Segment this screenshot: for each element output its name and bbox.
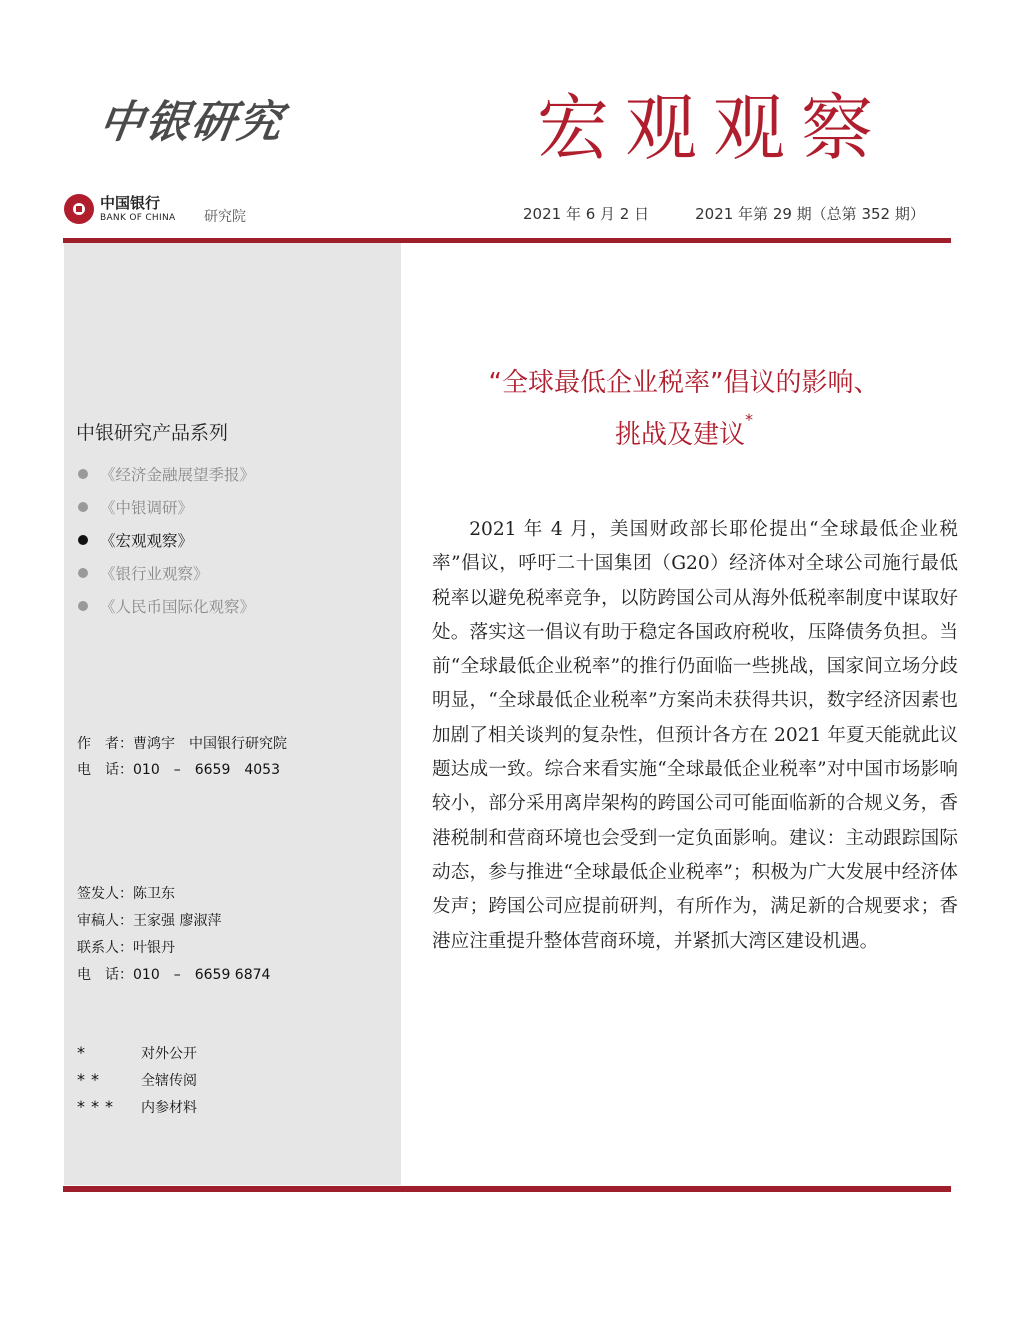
bullet-icon (78, 469, 88, 479)
bank-name-cn: 中国银行 (100, 193, 161, 212)
bullet-icon (78, 535, 88, 545)
legend-row: *** 内参材料 (77, 1097, 197, 1116)
contact-line: 联系人：叶银丹 (77, 940, 175, 956)
issue-number: 2021 年第 29 期（总第 352 期） (695, 205, 925, 223)
article-title-line1: “全球最低企业税率”倡议的影响、 (488, 368, 880, 398)
contact-phone-line: 电 话：010 – 6659 6874 (77, 967, 271, 983)
series-item: 《银行业观察》 (78, 556, 255, 589)
bank-name-en: BANK OF CHINA (100, 212, 176, 223)
publish-date: 2021 年 6 月 2 日 (523, 205, 650, 223)
bullet-icon (78, 502, 88, 512)
bank-of-china-emblem-icon (64, 194, 94, 224)
bottom-divider (63, 1186, 951, 1192)
reviewer-line: 审稿人：王家强 廖淑萍 (77, 913, 222, 929)
article-title-line2: 挑战及建议* (614, 410, 753, 450)
series-item: 《中银调研》 (78, 490, 255, 523)
series-item: 《人民币国际化观察》 (78, 589, 255, 622)
legend-row: * 对外公开 (77, 1043, 197, 1062)
zhongyin-research-calligraphy-logo: 中银研究 (95, 97, 287, 148)
author-phone-line: 电 话：010 – 6659 4053 (77, 762, 280, 778)
author-line: 作 者：曹鸿宇 中国银行研究院 (77, 736, 287, 752)
legend-row: ** 全辖传阅 (77, 1070, 197, 1089)
institute-label: 研究院 (204, 209, 246, 225)
signer-line: 签发人：陈卫东 (77, 886, 175, 902)
date-issue-line (523, 203, 925, 224)
series-title: 中银研究产品系列 (76, 422, 229, 444)
footnote-mark: * (745, 410, 753, 429)
bank-of-china-logo (64, 194, 175, 224)
publication-title: 宏观观察 (537, 86, 890, 170)
series-item-active: 《宏观观察》 (78, 523, 255, 556)
article-abstract: 2021 年 4 月，美国财政部长耶伦提出“全球最低企业税率”倡议，呼吁二十国集团（G20）经济体对全球公司施行最低税率以避免税率竞争，以防跨国公司从海外低税率制度中谋取好处。落实这一倡议有助于稳定各国政府税收，压降债务负担。当前“全球最低企业税率”的推行仍面临一些挑战，国家间立场分歧明显，“全球最低企业税率”方案尚未获得共识，数字经济因素也加剧了相关谈判的复杂性，但预计各方在 2021 年夏天能就此议题达成一致。综合来看实施“全球最低企业税率”对中国市场影响较小，部分采用离岸架构的跨国公司可能面临新的合规义务，香港税制和营商环境也会受到一定负面影响。建议：主动跟踪国际动态，参与推进“全球最低企业税率”；积极为广大发展中经济体发声；跨国公司应提前研判，有所作为，满足新的合规要求；香港应注重提升整体营商环境，并紧抓大湾区建设机遇。 (432, 519, 958, 952)
series-list (78, 457, 255, 622)
series-item: 《经济金融展望季报》 (78, 457, 255, 490)
bullet-icon (78, 568, 88, 578)
bullet-icon (78, 601, 88, 611)
